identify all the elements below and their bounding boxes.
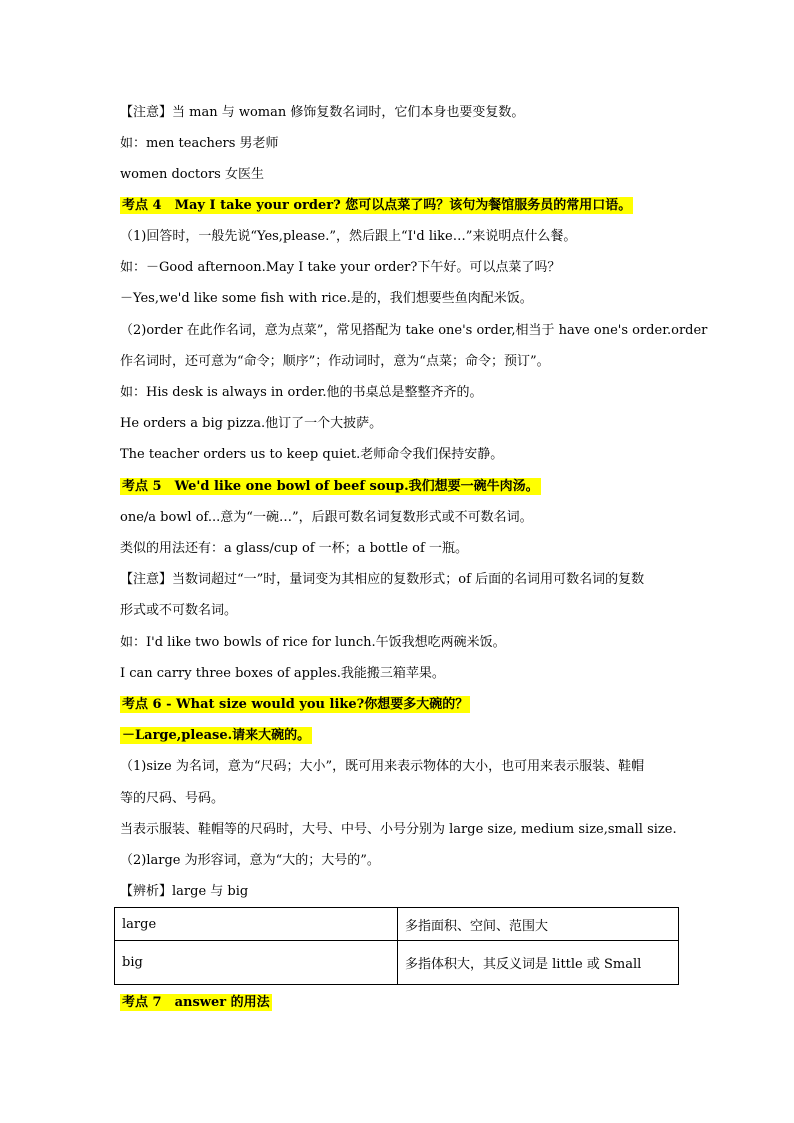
section-heading-4: 考点 4 May I take your order? 您可以点菜了吗？该句为餐馆服务员的常用口语。	[122, 198, 632, 213]
table-cell-word: large	[115, 908, 398, 941]
example-two-bowls: 如：I'd like two bowls of rice for lunch.午饭我想吃两碗米饭。	[120, 635, 506, 650]
point-5-similar: 类似的用法还有：a glass/cup of 一杯；a bottle of 一瓶。	[120, 541, 468, 556]
point-6-1-cont: 等的尺码、号码。	[120, 791, 225, 806]
example-orders-quiet: The teacher orders us to keep quiet.老师命令我们保持安静。	[120, 447, 504, 462]
example-women-doctors: women doctors 女医生	[120, 167, 264, 182]
table-row	[115, 941, 679, 985]
section-heading-6-answer: －Large,please.请来大碗的。	[122, 728, 311, 743]
point-6-2: （2)large 为形容词，意为“大的；大号的”。	[120, 853, 380, 868]
table-row	[115, 908, 679, 941]
example-dialog-answer: －Yes,we'd like some fish with rice.是的，我们想要些鱼肉配米饭。	[120, 291, 533, 306]
example-three-boxes: I can carry three boxes of apples.我能搬三箱苹果。	[120, 666, 445, 681]
section-heading-7: 考点 7 answer 的用法	[122, 995, 270, 1010]
note-plural-measure: 【注意】当数词超过“一”时，量词变为其相应的复数形式；of 后面的名词用可数名词的复数	[120, 572, 645, 587]
point-4-2-cont: 作名词时，还可意为“命令；顺序”；作动词时，意为“点菜；命令；预订”。	[120, 354, 550, 369]
point-5-bowl-of: one/a bowl of...意为“一碗…”，后跟可数名词复数形式或不可数名词。	[120, 510, 533, 525]
example-men-teachers: 如：men teachers 男老师	[120, 136, 279, 151]
table-cell-meaning: 多指面积、空间、范围大	[398, 908, 679, 941]
comparison-table	[114, 907, 679, 985]
example-in-order: 如：His desk is always in order.他的书桌总是整整齐齐的。	[120, 385, 483, 400]
note-plural-measure-cont: 形式或不可数名词。	[120, 603, 238, 618]
note-plural-modifier: 【注意】当 man 与 woman 修饰复数名词时，它们本身也要变复数。	[120, 105, 525, 120]
point-6-1: （1)size 为名词，意为“尺码；大小”，既可用来表示物体的大小，也可用来表示服装、鞋帽	[120, 759, 645, 774]
point-4-2: （2)order 在此作名词，意为点菜”，常见搭配为 take one's order,相当于 have one's order.order	[120, 323, 708, 338]
example-dialog-question: 如：－Good afternoon.May I take your order?下午好。可以点菜了吗？	[120, 260, 561, 275]
point-4-1: （1)回答时，一般先说“Yes,please.”，然后跟上“I'd like…”来说明点什么餐。	[120, 229, 577, 244]
analysis-heading: 【辨析】large 与 big	[120, 884, 249, 899]
table-cell-meaning: 多指体积大，其反义词是 little 或 Small	[398, 941, 679, 985]
point-6-sizes: 当表示服装、鞋帽等的尺码时，大号、中号、小号分别为 large size, medium size,small size.	[120, 822, 677, 837]
table-cell-word: big	[115, 941, 398, 985]
example-orders-pizza: He orders a big pizza.他订了一个大披萨。	[120, 416, 383, 431]
section-heading-6: 考点 6 - What size would you like?你想要多大碗的？	[122, 697, 469, 712]
section-heading-5: 考点 5 We'd like one bowl of beef soup.我们想要一碗牛肉汤。	[122, 479, 539, 494]
